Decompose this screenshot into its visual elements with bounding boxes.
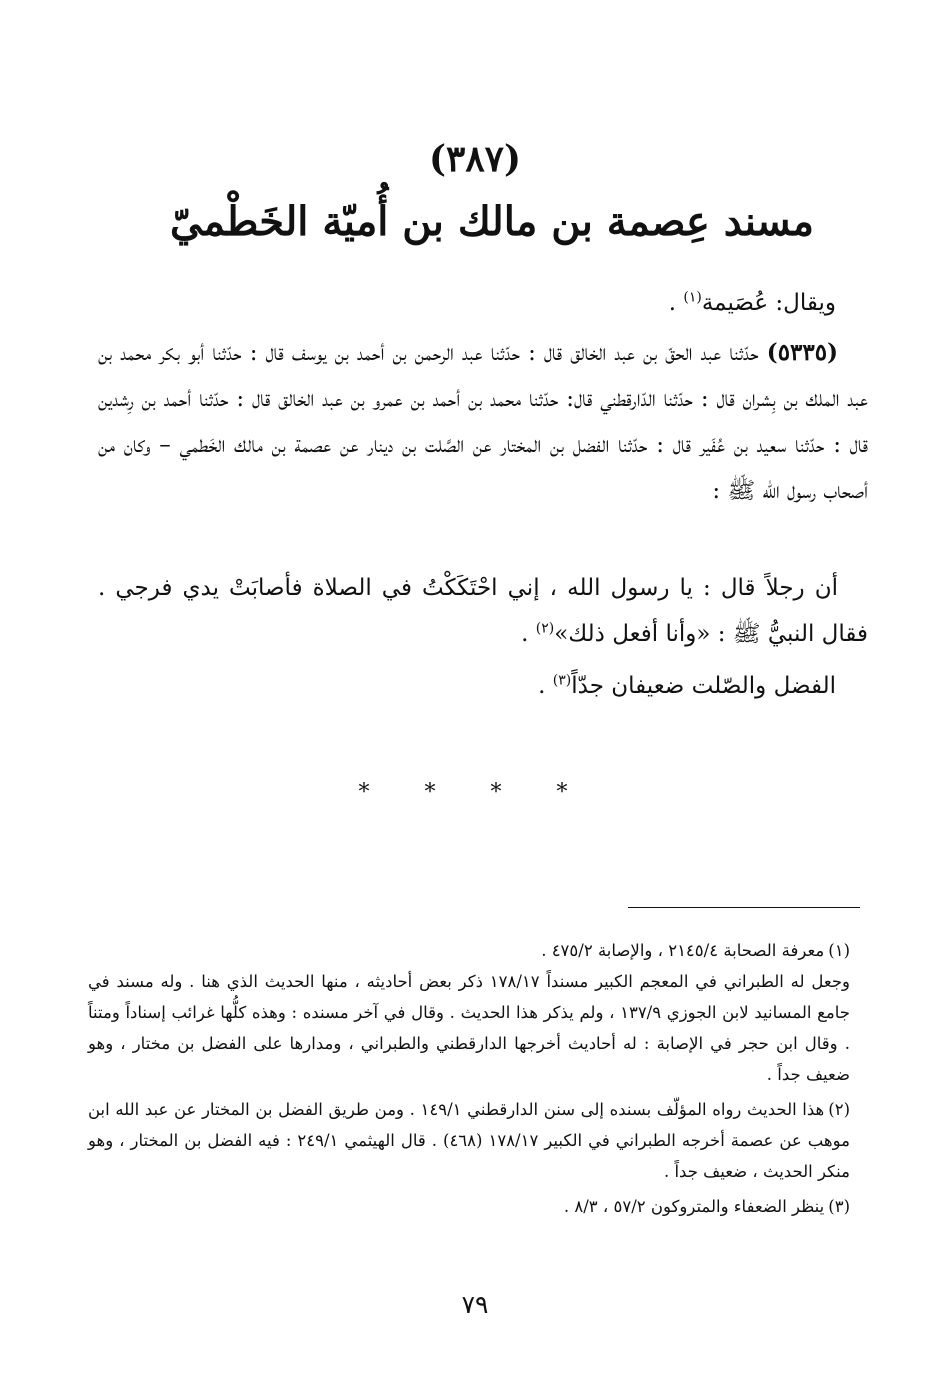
footnote-number: (١) xyxy=(828,941,850,960)
hadith-grading: الفضل والصّلت ضعيفان جدّاً$^{(٣)}$ . xyxy=(538,672,836,699)
page-number: ٧٩ xyxy=(461,1290,489,1319)
footnotes xyxy=(88,935,850,1226)
alternate-name-text: ويقال: عُصَيمة xyxy=(701,290,836,316)
footnote-continuation: وجعل له الطبراني في المعجم الكبير مسنداً ١٧٨/١٧ ذكر بعض أحاديثه ، منها الحديث الذي هنا . وله مسند في جامع المسانيد لابن الجوزي ١٣٧/٩ ، ولم يذكر هذا الحديث . وقال في آخر مسنده : وهذه كلُّها غرائب إسناداً ومتناً . وقال ابن حجر في الإصابة : له أحاديث أخرجها الدارقطني والطبراني ، ومدارها على الفضل بن مختار ، وهو ضعيف جداً . xyxy=(88,972,850,1084)
hadith-paragraph xyxy=(98,330,868,514)
alternate-name-line: ويقال: عُصَيمة$^{(١)}$ . xyxy=(668,289,836,316)
chapter-number: (٣٨٧) xyxy=(428,138,522,180)
footnote-text: هذا الحديث رواه المؤلّف بسنده إلى سنن الدارقطني ١٤٩/١ . ومن طريق الفضل بن المختار عن عبد الله ابن موهب عن عصمة أخرجه الطبراني في الكبير ١٧٨/١٧ (٤٦٨) . قال الهيثمي ٢٤٩/١ : فيه الفضل بن المختار ، وهو منكر الحديث ، ضعيف جداً . xyxy=(88,1100,850,1181)
footnote-2 xyxy=(88,1094,850,1187)
footnote-text: ينظر الضعفاء والمتروكون ٥٧/٢ ، ٨/٣ . xyxy=(563,1197,825,1216)
chapter-title: مسند عِصمة بن مالك بن أُميّة الخَطْميّ xyxy=(170,198,814,245)
hadith-matn: أن رجلاً قال : يا رسول الله ، إني احْتَكَكْتُ في الصلاة فأصابَتْ يدي فرجي . فقال النبيُّ ﷺ : «وأنا أفعل ذلك»$^{(٢)}$ . xyxy=(98,575,868,647)
hadith-number: (٥٣٣٥) xyxy=(766,339,838,366)
matn-text: أن رجلاً قال : يا رسول الله ، إني احْتَكَكْتُ في الصلاة فأصابَتْ يدي فرجي . فقال النبيُّ ﷺ : «وأنا أفعل ذلك» xyxy=(98,575,868,647)
footnote-ref-3[interactable]: (٣) xyxy=(552,672,572,689)
footnote-text: معرفة الصحابة ٢١٤٥/٤ ، والإصابة ٤٧٥/٢ . xyxy=(541,941,825,960)
footnote-divider xyxy=(628,907,860,908)
footnote-number: (٣) xyxy=(828,1197,850,1216)
footnote-1 xyxy=(88,935,850,1090)
footnote-number: (٢) xyxy=(828,1100,850,1119)
grading-text: الفضل والصّلت ضعيفان جدّاً xyxy=(571,673,836,699)
footnote-ref-1[interactable]: (١) xyxy=(683,289,702,306)
section-separator: * * * * xyxy=(358,780,592,805)
hadith-isnad: حدّثنا عبد الحقّ بن عبد الخالق قال : حدّثنا عبد الرحمن بن أحمد بن يوسف قال : حدّثنا أبو بكر محمد بن عبد الملك بن بِشران قال : حدّثنا الدّارقطني قال: حدّثنا محمد بن أحمد بن عمرو بن عبد الخالق قال : حدّثنا أحمد بن رِشدين قال : حدّثنا سعيد بن عُفَير قال : حدّثنا الفضل بن المختار عن الصَّلت بن دينار عن عصمة بن مالك الخَطمي – وكان من أصحاب رسول الله ﷺ : xyxy=(98,340,868,504)
footnote-ref-2[interactable]: (٢) xyxy=(535,620,555,637)
footnote-3 xyxy=(88,1191,850,1222)
